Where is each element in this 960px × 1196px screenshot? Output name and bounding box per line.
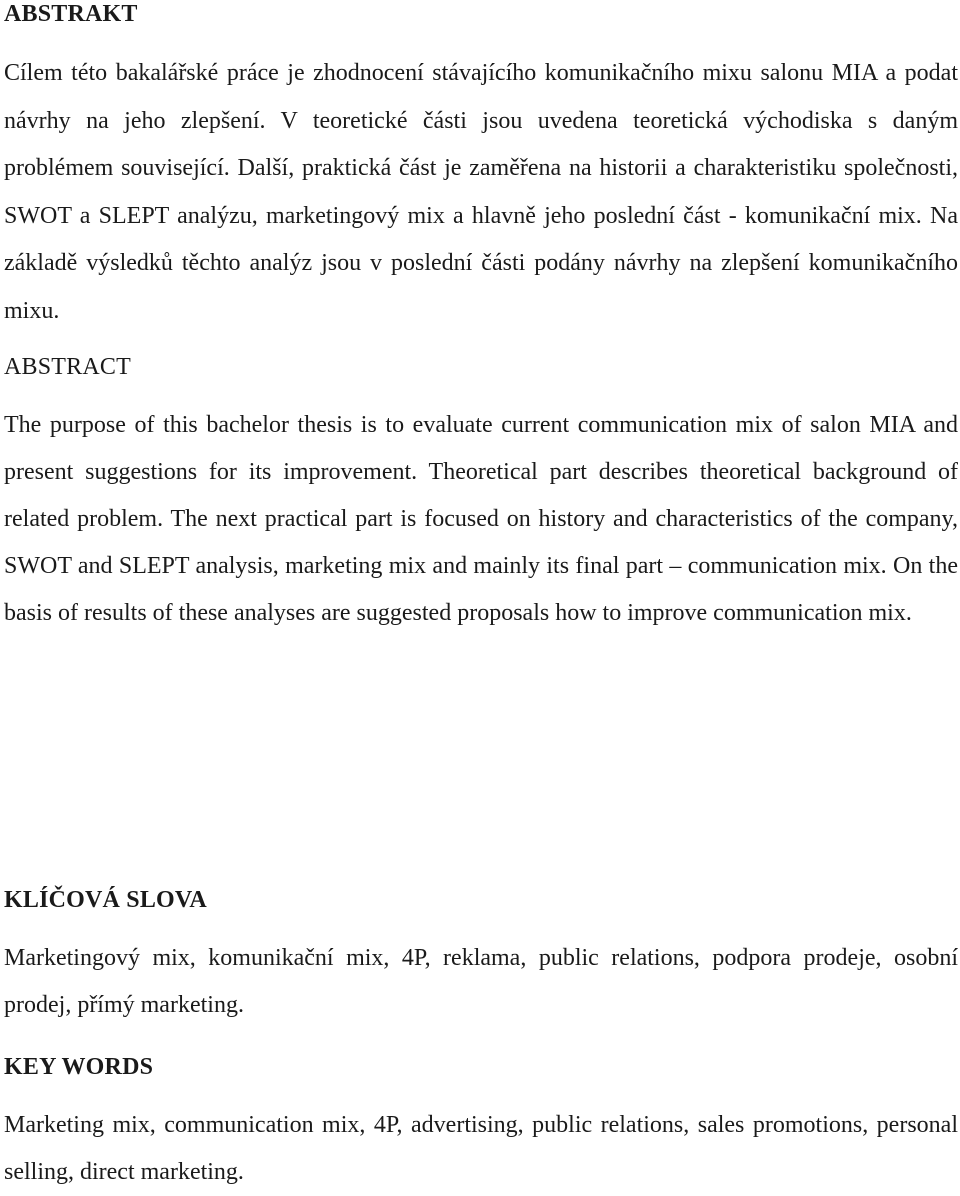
- key-words-paragraph: Marketing mix, communication mix, 4P, advertising, public relations, sales promotions, personal selling, direct marketing.: [4, 1112, 958, 1185]
- abstrakt-paragraph: Cílem této bakalářské práce je zhodnocení stávajícího komunikačního mixu salonu MIA a podat návrhy na jeho zlepšení. V teoretické části jsou uvedena teoretická východiska s daným problémem související. Další, praktická část je zaměřena na historii a charakteristiku společnosti, SWOT a SLEPT analýzu, marketingový mix a hlavně jeho poslední část - komunikační mix. Na základě výsledků těchto analýz jsou v poslední části podány návrhy na zlepšení komunikačního mixu.: [4, 60, 958, 324]
- klicova-slova-heading: KLÍČOVÁ SLOVA: [4, 887, 207, 913]
- abstract-paragraph: The purpose of this bachelor thesis is to evaluate current communication mix of salon MIA and present suggestions for its improvement. Theoretical part describes theoretical background of related problem. The next practical part is focused on history and characteristics of the company, SWOT and SLEPT analysis, marketing mix and mainly its final part – communication mix. On the basis of results of these analyses are suggested proposals how to improve communication mix.: [4, 412, 958, 626]
- key-words-heading: KEY WORDS: [4, 1054, 154, 1080]
- abstrakt-heading: ABSTRAKT: [4, 1, 138, 27]
- klicova-slova-paragraph: Marketingový mix, komunikační mix, 4P, reklama, public relations, podpora prodeje, osobní prodej, přímý marketing.: [4, 945, 958, 1018]
- abstract-heading: ABSTRACT: [4, 354, 131, 380]
